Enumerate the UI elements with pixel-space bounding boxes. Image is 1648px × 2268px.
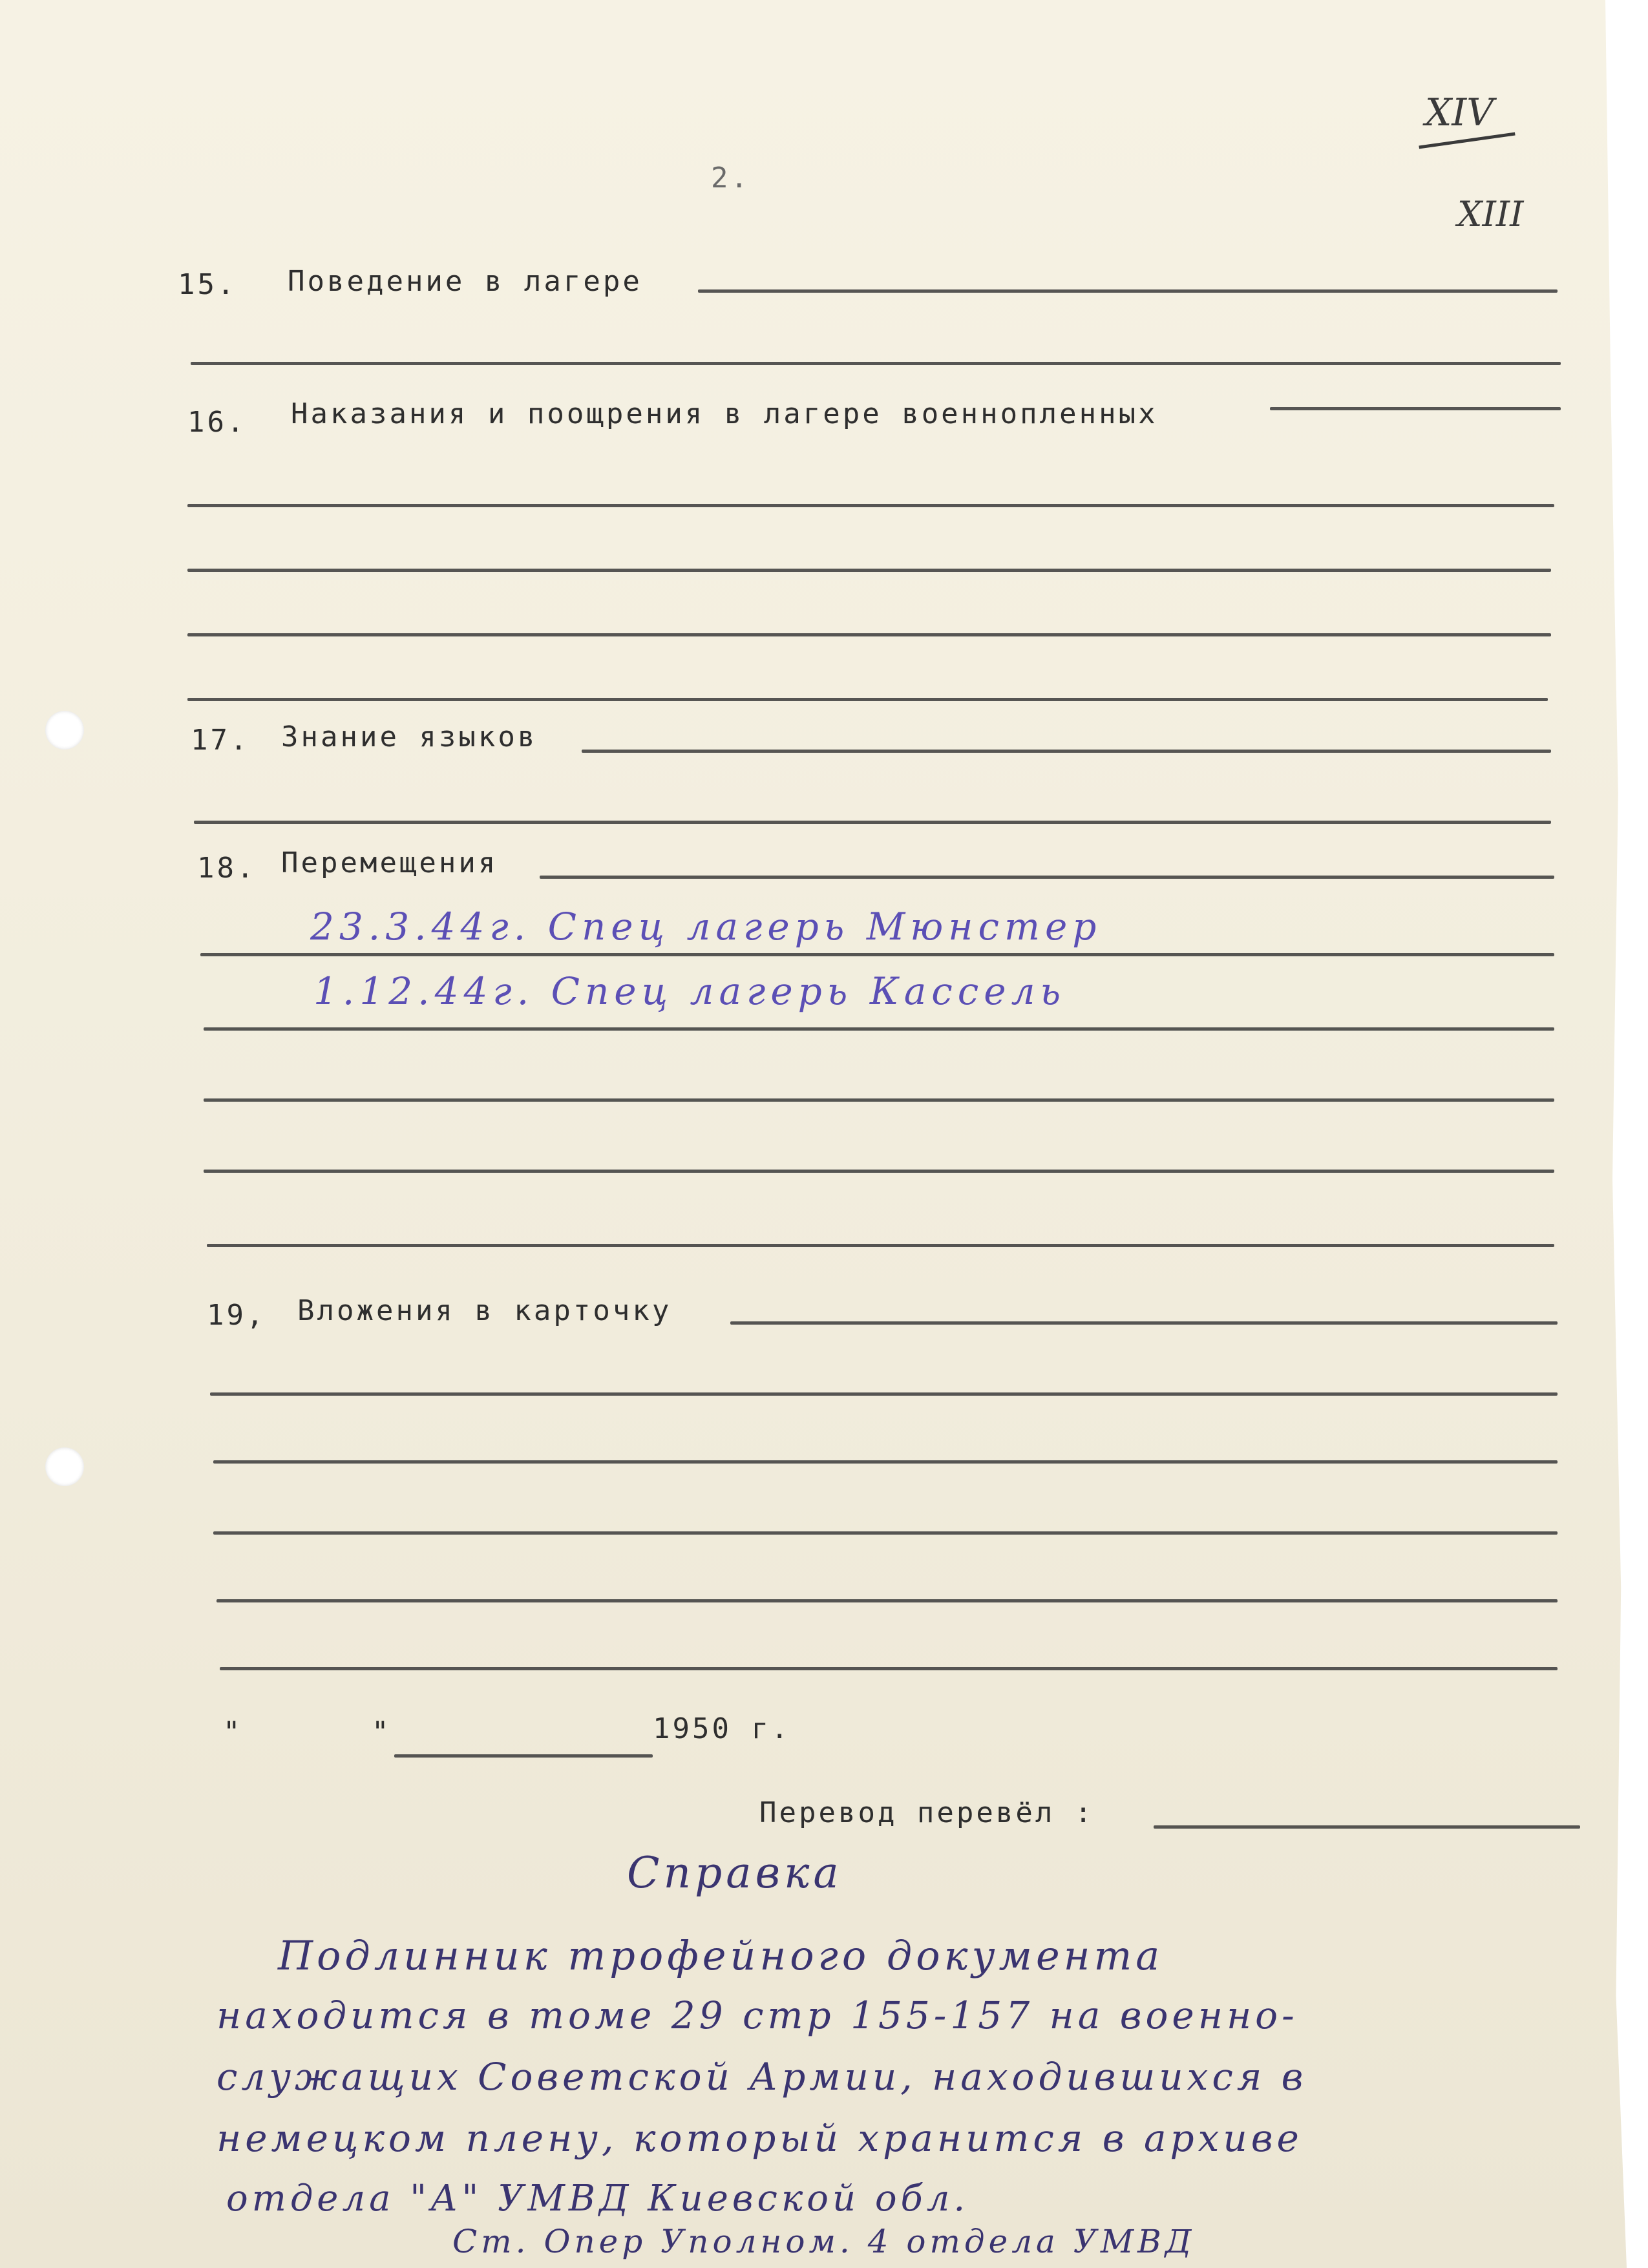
field-15-number: 15.	[178, 268, 237, 301]
corner-mark-rule	[1419, 132, 1515, 149]
punch-hole	[45, 1447, 84, 1486]
field-19-label: Вложения в карточку	[297, 1294, 672, 1327]
note-line-4: немецком плену, который хранится в архиве	[217, 2116, 1303, 2160]
field-19-line-3	[213, 1460, 1558, 1464]
punch-hole	[45, 711, 84, 750]
field-19-line	[730, 1321, 1558, 1325]
field-16-label: Наказания и поощрения в лагере военнопленных	[291, 397, 1158, 430]
note-signature-line-1: Ст. Опер Уполном. 4 отдела УМВД	[452, 2223, 1196, 2260]
page-number: 2.	[711, 162, 750, 194]
date-open-quote: "	[223, 1716, 243, 1748]
date-blank-line	[394, 1754, 653, 1758]
field-17-number: 17.	[191, 724, 250, 757]
field-18-label: Перемещения	[281, 846, 498, 879]
field-18-line-5	[204, 1170, 1554, 1173]
date-close-quote: "	[372, 1716, 392, 1748]
field-19-number: 19,	[207, 1299, 266, 1332]
corner-mark-upper: XIV	[1425, 90, 1494, 134]
field-16-line-4	[187, 633, 1551, 636]
field-19-line-2	[210, 1392, 1558, 1396]
field-19-line-4	[213, 1531, 1558, 1535]
field-15-line-2	[191, 362, 1561, 365]
field-16-number: 16.	[187, 406, 247, 439]
field-15-line	[698, 289, 1558, 293]
field-18-line	[540, 876, 1554, 879]
field-15-label: Поведение в лагере	[288, 265, 642, 298]
field-18-line-6	[207, 1244, 1554, 1247]
torn-right-edge	[1577, 0, 1648, 2268]
field-16-line	[1270, 407, 1561, 410]
note-line-5: отдела "А" УМВД Киевской обл.	[226, 2178, 969, 2220]
date-year: 1950 г.	[653, 1712, 791, 1745]
field-17-line	[582, 750, 1551, 753]
field-17-label: Знание языков	[281, 720, 538, 753]
movement-entry-2: 1.12.44г. Спец лагерь Кассель	[313, 969, 1066, 1013]
movement-entry-1: 23.3.44г. Спец лагерь Мюнстер	[310, 905, 1102, 949]
field-19-line-5	[217, 1599, 1558, 1602]
field-16-line-2	[187, 504, 1554, 507]
note-line-1: Подлинник трофейного документа	[278, 1932, 1164, 1979]
note-line-2: находится в томе 29 стр 155-157 на военно-	[217, 1993, 1298, 2037]
field-17-line-2	[194, 821, 1551, 824]
note-line-3: служащих Советской Армии, находившихся в	[217, 2055, 1307, 2099]
field-18-line-2	[200, 953, 1554, 956]
field-16-line-5	[187, 698, 1548, 701]
field-18-line-4	[204, 1098, 1554, 1102]
translator-signature-line	[1154, 1825, 1580, 1829]
field-18-number: 18.	[197, 852, 257, 885]
field-16-line-3	[187, 569, 1551, 572]
corner-mark-lower: XIII	[1457, 194, 1524, 235]
note-title: Справка	[627, 1848, 843, 1898]
field-18-line-3	[204, 1027, 1554, 1031]
translator-label: Перевод перевёл :	[759, 1796, 1095, 1829]
field-19-line-6	[220, 1667, 1558, 1670]
